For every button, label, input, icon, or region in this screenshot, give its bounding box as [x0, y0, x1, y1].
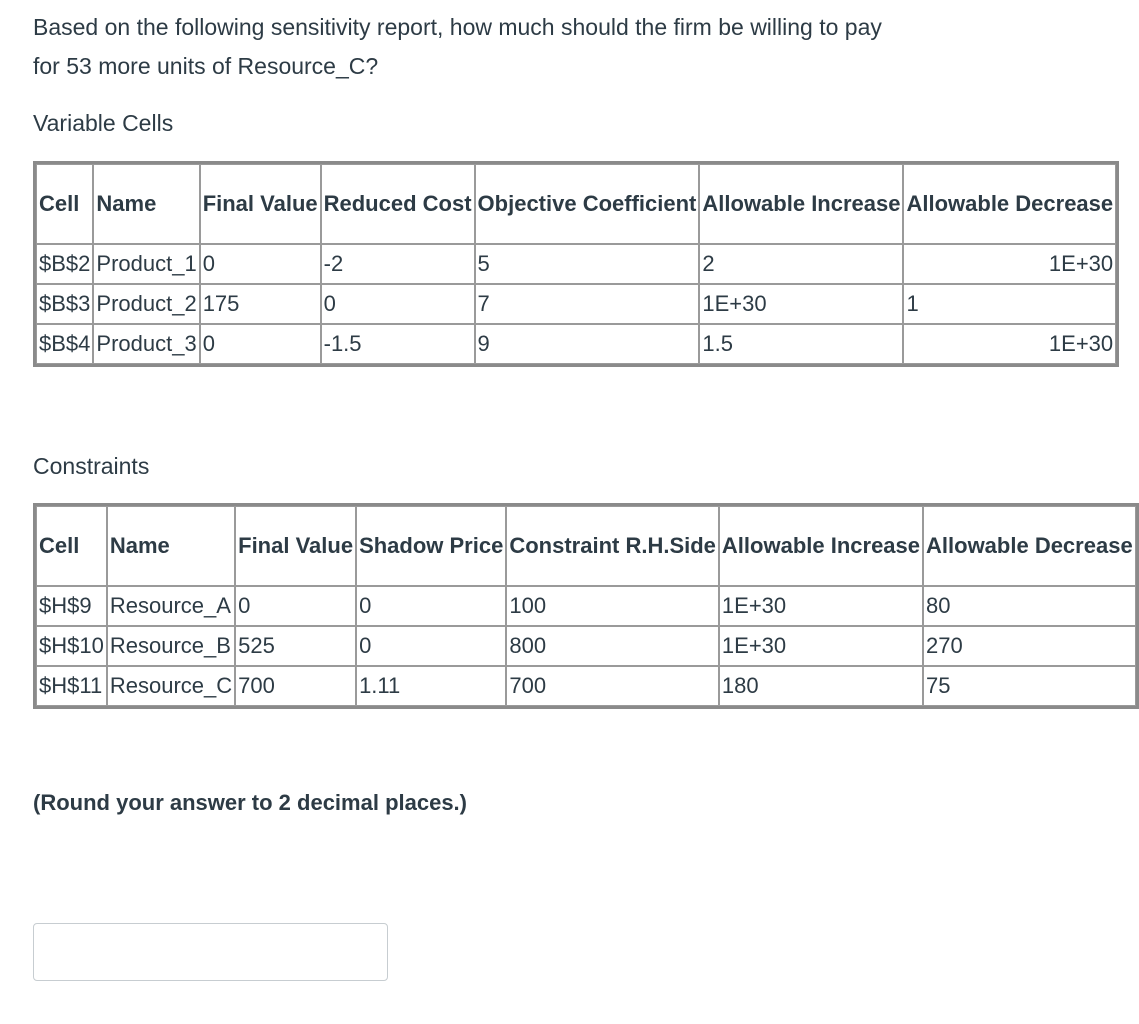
- table-row: [36, 586, 1136, 626]
- cell-allowable-increase: 2: [699, 244, 903, 284]
- cell-ref: $H$10: [36, 626, 107, 666]
- cell-name: Product_2: [93, 284, 199, 324]
- header-name: Name: [107, 506, 235, 586]
- variable-cells-table: [33, 161, 1119, 367]
- cell-ref: $H$9: [36, 586, 107, 626]
- cell-allowable-increase: 180: [719, 666, 923, 706]
- cell-allowable-decrease: 75: [923, 666, 1136, 706]
- header-allowable-decrease: Allowable Decrease: [903, 164, 1116, 244]
- header-cell: Cell: [36, 506, 107, 586]
- cell-allowable-decrease: 1: [903, 284, 1116, 324]
- cell-reduced-cost: 0: [321, 284, 475, 324]
- cell-name: Product_1: [93, 244, 199, 284]
- answer-input[interactable]: [33, 923, 388, 981]
- cell-allowable-increase: 1E+30: [699, 284, 903, 324]
- rounding-note: (Round your answer to 2 decimal places.): [33, 790, 467, 815]
- header-name: Name: [93, 164, 199, 244]
- cell-ref: $H$11: [36, 666, 107, 706]
- cell-constraint-rhs: 800: [506, 626, 719, 666]
- cell-allowable-decrease: 80: [923, 586, 1136, 626]
- cell-reduced-cost: -2: [321, 244, 475, 284]
- cell-objective-coefficient: 5: [475, 244, 700, 284]
- cell-final-value: 0: [200, 324, 321, 364]
- header-allowable-increase: Allowable Increase: [719, 506, 923, 586]
- header-final-value: Final Value: [200, 164, 321, 244]
- cell-name: Resource_B: [107, 626, 235, 666]
- cell-ref: $B$2: [36, 244, 93, 284]
- header-allowable-increase: Allowable Increase: [699, 164, 903, 244]
- constraints-table: [33, 503, 1139, 709]
- table-header-row: [36, 506, 1136, 586]
- cell-objective-coefficient: 9: [475, 324, 700, 364]
- table-row: [36, 666, 1136, 706]
- cell-reduced-cost: -1.5: [321, 324, 475, 364]
- table-row: [36, 324, 1116, 364]
- header-cell: Cell: [36, 164, 93, 244]
- cell-name: Resource_C: [107, 666, 235, 706]
- constraints-label: Constraints: [33, 453, 150, 479]
- cell-objective-coefficient: 7: [475, 284, 700, 324]
- table-row: [36, 284, 1116, 324]
- cell-shadow-price: 0: [356, 626, 506, 666]
- cell-allowable-increase: 1E+30: [719, 626, 923, 666]
- cell-final-value: 0: [200, 244, 321, 284]
- cell-allowable-increase: 1.5: [699, 324, 903, 364]
- cell-allowable-decrease: 270: [923, 626, 1136, 666]
- cell-constraint-rhs: 700: [506, 666, 719, 706]
- cell-shadow-price: 1.11: [356, 666, 506, 706]
- header-final-value: Final Value: [235, 506, 356, 586]
- cell-ref: $B$4: [36, 324, 93, 364]
- header-shadow-price: Shadow Price: [356, 506, 506, 586]
- cell-final-value: 175: [200, 284, 321, 324]
- table-row: [36, 244, 1116, 284]
- question-text: Based on the following sensitivity report, how much should the firm be willing to pay for 53 more units of Resource_C?: [33, 14, 882, 79]
- cell-name: Product_3: [93, 324, 199, 364]
- cell-allowable-decrease: 1E+30: [903, 244, 1116, 284]
- cell-allowable-increase: 1E+30: [719, 586, 923, 626]
- cell-allowable-decrease: 1E+30: [903, 324, 1116, 364]
- table-header-row: [36, 164, 1116, 244]
- header-reduced-cost: Reduced Cost: [321, 164, 475, 244]
- variable-cells-label: Variable Cells: [33, 110, 174, 136]
- header-objective-coefficient: Objective Coefficient: [475, 164, 700, 244]
- header-allowable-decrease: Allowable Decrease: [923, 506, 1136, 586]
- table-row: [36, 626, 1136, 666]
- cell-final-value: 700: [235, 666, 356, 706]
- cell-name: Resource_A: [107, 586, 235, 626]
- cell-constraint-rhs: 100: [506, 586, 719, 626]
- header-constraint-rhs: Constraint R.H.Side: [506, 506, 719, 586]
- cell-final-value: 0: [235, 586, 356, 626]
- cell-ref: $B$3: [36, 284, 93, 324]
- cell-final-value: 525: [235, 626, 356, 666]
- cell-shadow-price: 0: [356, 586, 506, 626]
